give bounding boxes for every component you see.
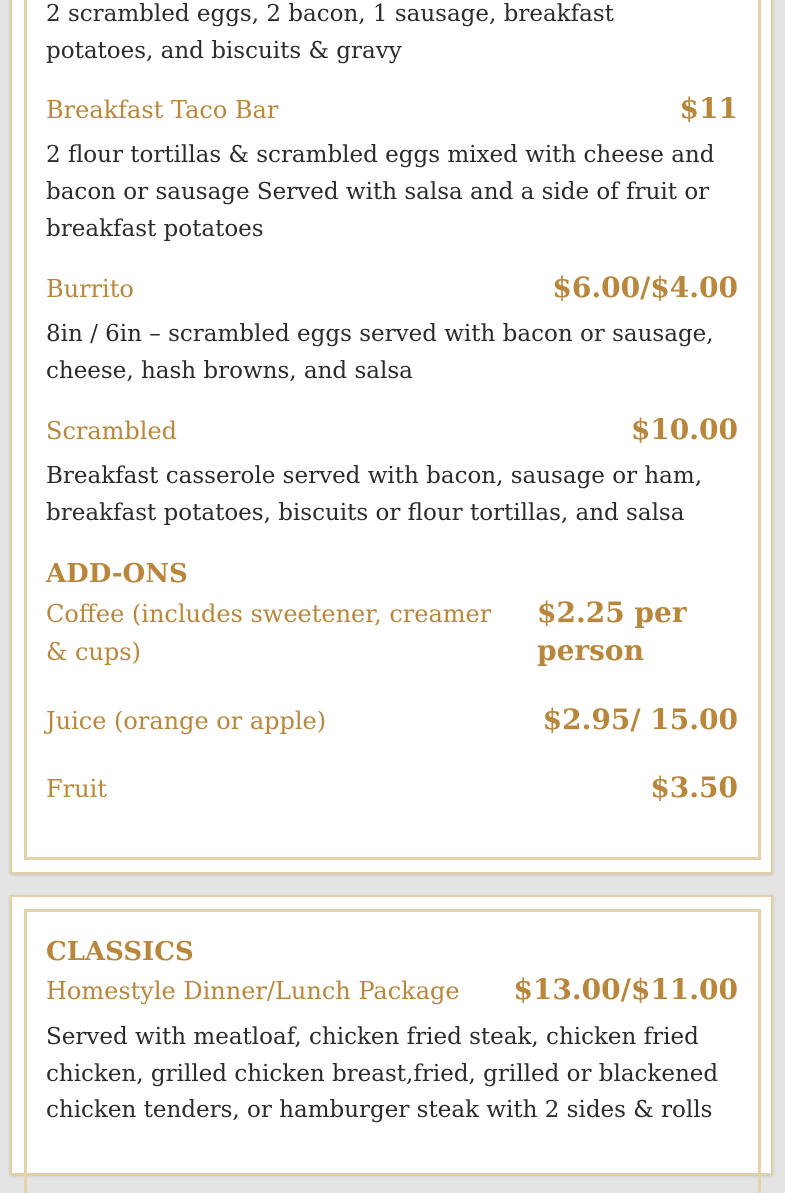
addon-price-juice: $2.95/ 15.00 xyxy=(542,703,738,736)
item-price-burrito: $6.00/$4.00 xyxy=(552,271,738,304)
item-name-scrambled: Scrambled xyxy=(46,417,178,445)
item-description: Served with meatloaf, chicken fried steak, chicken fried chicken, grilled chicken breast,fried, grilled or blackened chicken tenders, or hamburger steak with 2 sides & rolls xyxy=(46,1024,719,1123)
item-description: 8in / 6in – scrambled eggs served with bacon or sausage, cheese, hash browns, and salsa xyxy=(46,321,714,384)
item-name-breakfast-taco-bar: Breakfast Taco Bar xyxy=(46,96,279,124)
item-price-breakfast-taco-bar: $11 xyxy=(679,92,738,125)
item-description: 2 scrambled eggs, 2 bacon, 1 sausage, breakfast potatoes, and biscuits & gravy xyxy=(46,1,614,64)
addon-name-juice: Juice (orange or apple) xyxy=(46,707,327,735)
addon-price-coffee: $2.25 per person xyxy=(537,596,687,667)
addon-name-coffee: Coffee (includes sweetener, creamer & cups) xyxy=(46,600,492,666)
item-name-homestyle-package: Homestyle Dinner/Lunch Package xyxy=(46,977,460,1005)
item-price-scrambled: $10.00 xyxy=(630,413,738,446)
addon-name-fruit: Fruit xyxy=(46,775,107,803)
addon-price-fruit: $3.50 xyxy=(650,771,738,804)
section-heading-classics: CLASSICS xyxy=(46,937,194,967)
section-heading-addons: ADD-ONS xyxy=(46,559,188,589)
item-name-burrito: Burrito xyxy=(46,275,134,303)
item-price-homestyle-package: $13.00/$11.00 xyxy=(513,973,738,1006)
item-description: 2 flour tortillas & scrambled eggs mixed with cheese and bacon or sausage Served with salsa and a side of fruit or breakfast potatoes xyxy=(46,142,715,242)
item-description: Breakfast casserole served with bacon, sausage or ham, breakfast potatoes, biscuits or flour tortillas, and salsa xyxy=(46,463,703,526)
